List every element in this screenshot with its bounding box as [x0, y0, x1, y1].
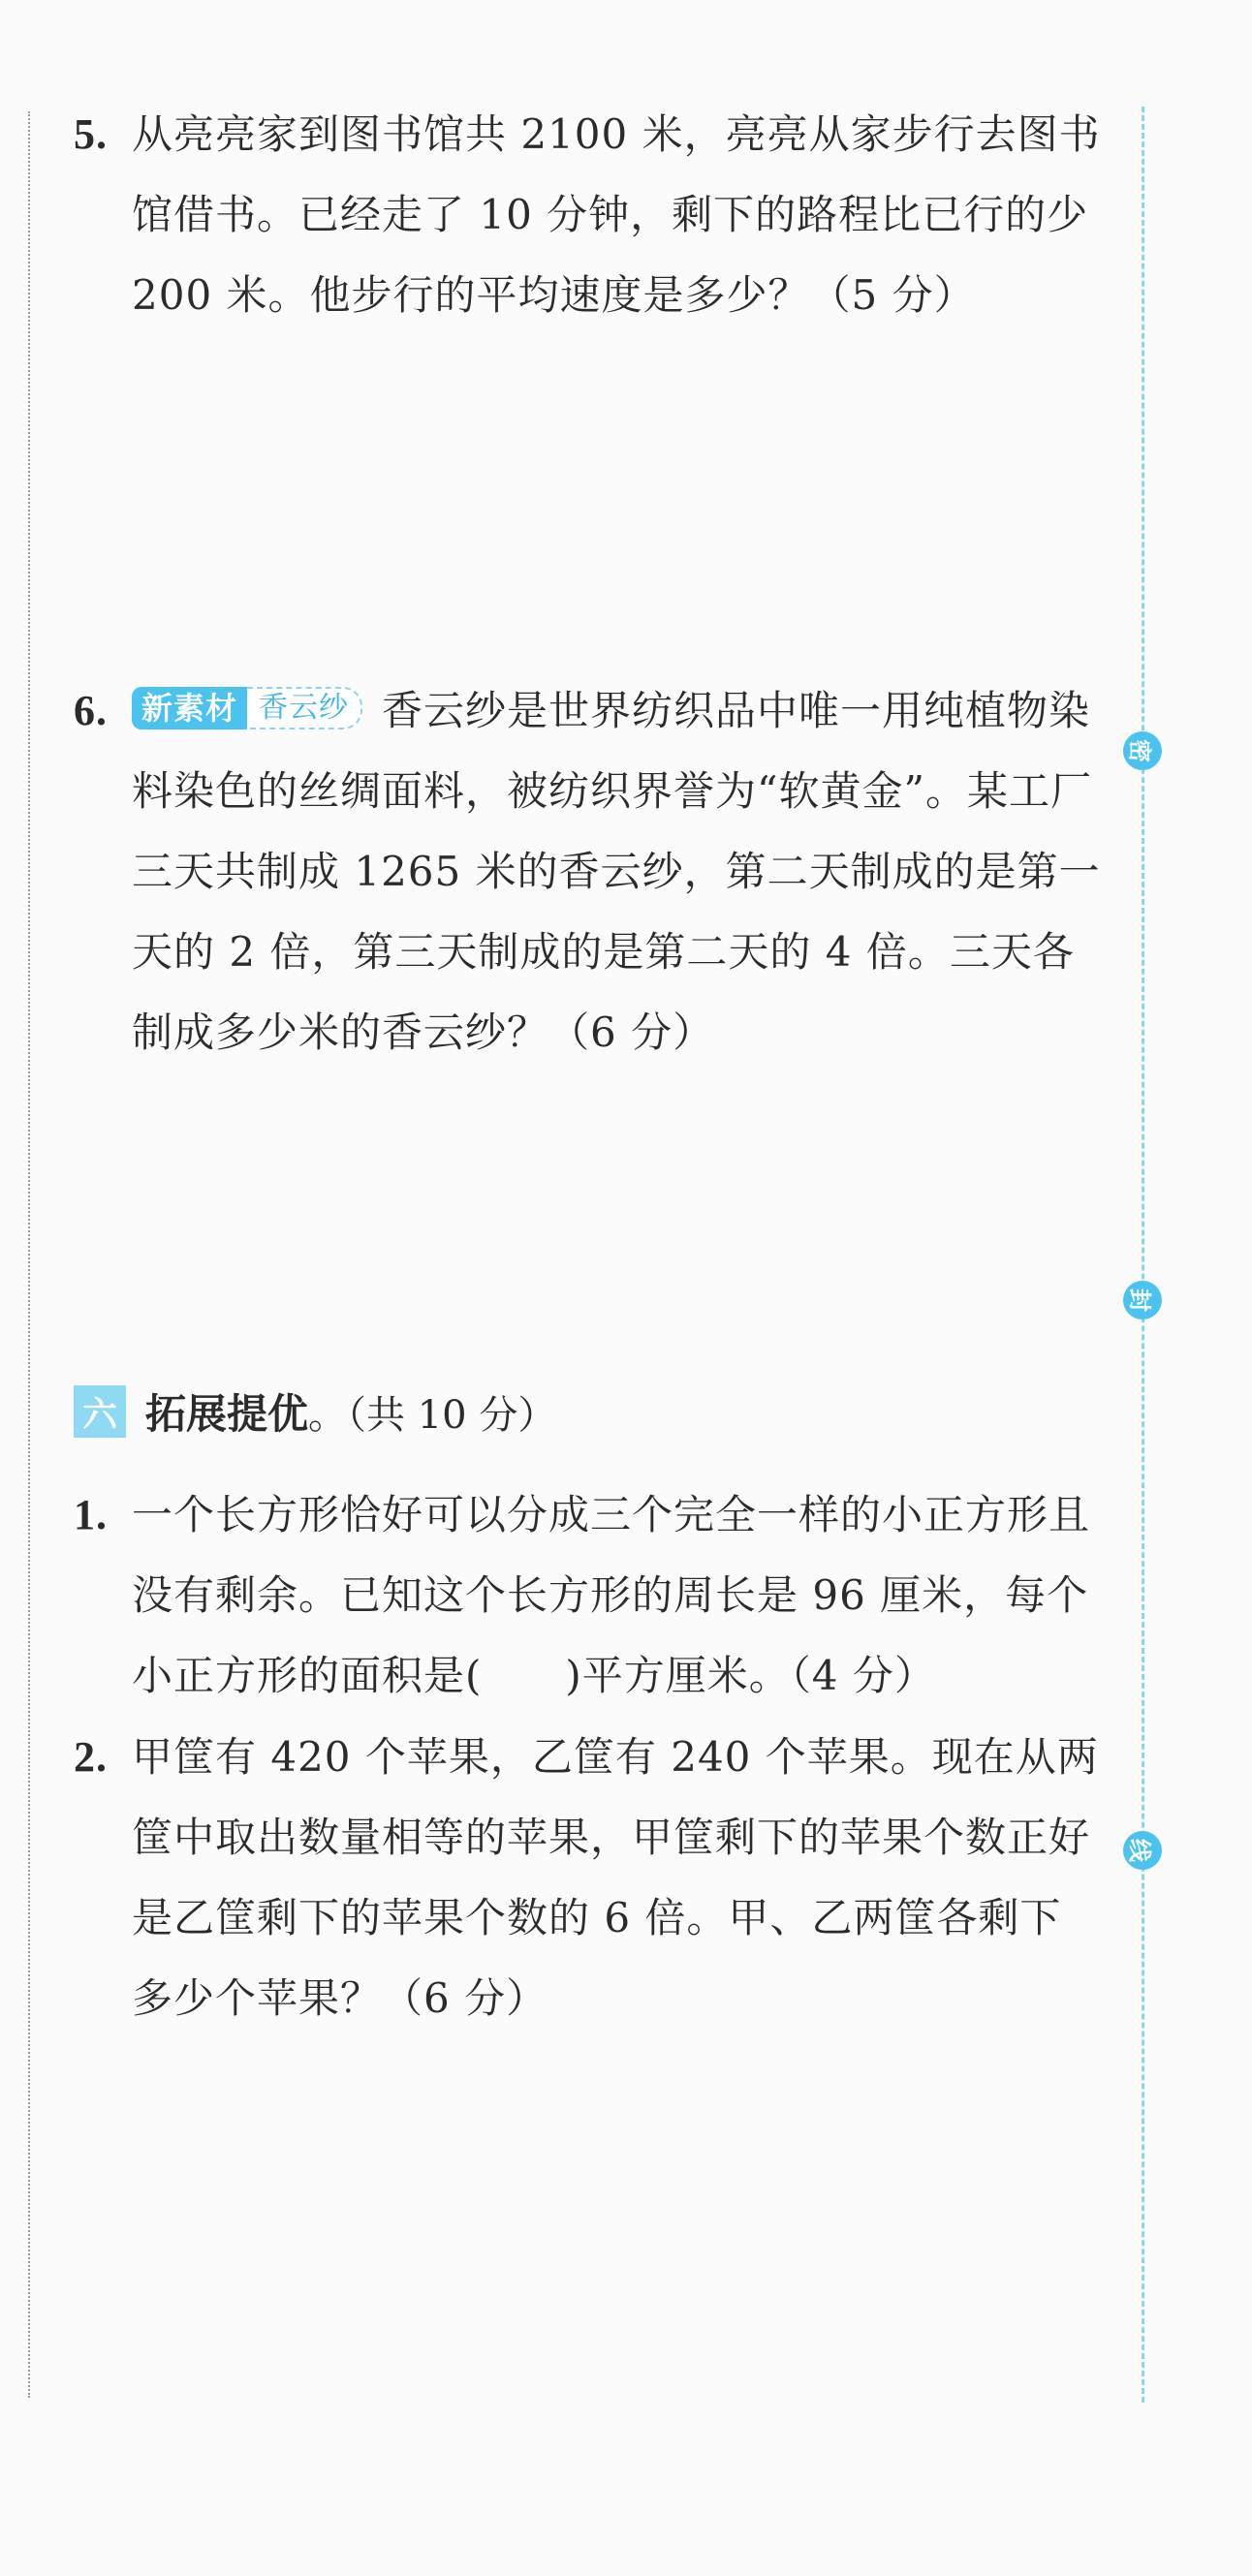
- new-material-tag: [132, 687, 362, 729]
- section-number-badge: 六: [74, 1385, 126, 1438]
- section-score: 。（共 10 分）: [308, 1392, 557, 1438]
- binding-mark-seal: 密: [1123, 731, 1162, 770]
- question-number: 2.: [74, 1733, 108, 1781]
- tag-label: 新素材: [132, 687, 247, 729]
- question-5: [74, 94, 1101, 335]
- binding-mark-seal: 封: [1123, 1281, 1162, 1319]
- tag-topic: 香云纱: [247, 687, 362, 729]
- question-text: 一个长方形恰好可以分成三个完全一样的小正方形且没有剩余。已知这个长方形的周长是 96 厘米，每个小正方形的面积是( )平方厘米。（4 分）: [132, 1491, 1091, 1699]
- question-text: 从亮亮家到图书馆共 2100 米，亮亮从家步行去图书馆借书。已经走了 10 分钟，剩下的路程比已行的少 200 米。他步行的平均速度是多少？（5 分）: [132, 110, 1101, 319]
- question-number: 1.: [74, 1491, 108, 1538]
- section-header: [74, 1382, 556, 1441]
- binding-mark-line: 线: [1123, 1831, 1162, 1870]
- question-text: [132, 670, 1101, 1072]
- question-number: 6.: [74, 687, 108, 734]
- binding-line: [1142, 107, 1144, 2403]
- section6-question-1: [74, 1474, 1101, 1716]
- section-title: 拓展提优: [145, 1390, 309, 1438]
- question-text: 甲筐有 420 个苹果，乙筐有 240 个苹果。现在从两筐中取出数量相等的苹果，甲筐剩下的苹果个数正好是乙筐剩下的苹果个数的 6 倍。甲、乙两筐各剩下多少个苹果？（6 分）: [132, 1733, 1099, 2022]
- question-number: 5.: [74, 110, 108, 158]
- left-margin-rule: [28, 111, 30, 2398]
- section6-question-2: [74, 1717, 1101, 2038]
- question-6: [74, 670, 1101, 1072]
- question-body: 香云纱是世界纺织品中唯一用纯植物染料染色的丝绸面料，被纺织界誉为“软黄金”。某工厂三天共制成 1265 米的香云纱，第二天制成的是第一天的 2 倍，第三天制成的是第二天的 4 倍。三天各制成多少米的香云纱？（6 分）: [132, 687, 1101, 1056]
